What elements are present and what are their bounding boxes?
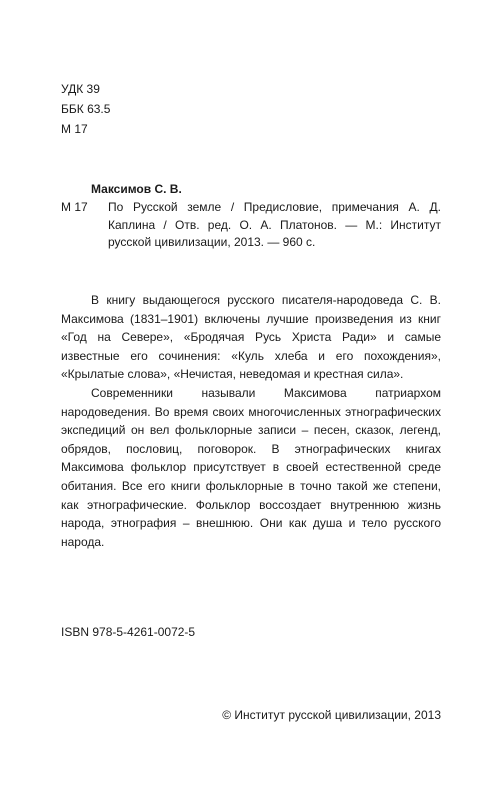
annotation [61,291,441,551]
author-heading: Максимов С. В. [91,182,182,196]
annotation-paragraph-1: В книгу выдающегося русского писателя-народоведа С. В. Максимова (1831–1901) включены лучшие произведения из книг «Год на Севере», «Бродячая Русь Христа Ради» и самые известные его сочинения: «Куль хлеба и его похождения», «Крылатые слова», «Нечистая, неведомая и крестная сила». [61,293,441,382]
isbn: ISBN 978-5-4261-0072-5 [61,625,196,639]
bibliographic-description: По Русской земле / Предисловие, примечания А. Д. Каплина / Отв. ред. О. А. Платонов. — М.: Институт русской цивилизации, 2013. — 960 с. [108,200,441,249]
udk-code: УДК 39 [61,82,100,96]
annotation-paragraph-2: Современники называли Максимова патриархом народоведения. Во время своих многочисленных этнографических экспедиций он вел фольклорные записи – песен, сказок, легенд, обрядов, пословиц, поговорок. В этнографических книгах Максимова фольклор присутствует в своей естественной среде обитания. Все его книги фольклорные в точно такой же степени, как этнографические. Фольклор воссоздает внутреннюю жизнь народа, этнография – внешнюю. Они как душа и тело русского народа. [61,385,441,549]
bibliographic-record [61,180,441,252]
copyright-notice: © Институт русской цивилизации, 2013 [222,708,441,722]
bibliographic-entry [61,199,441,252]
classification-block [61,79,110,139]
author-mark-code: М 17 [61,122,88,136]
bibliographic-code: М 17 [61,200,88,214]
bbk-code: ББК 63.5 [61,102,111,116]
